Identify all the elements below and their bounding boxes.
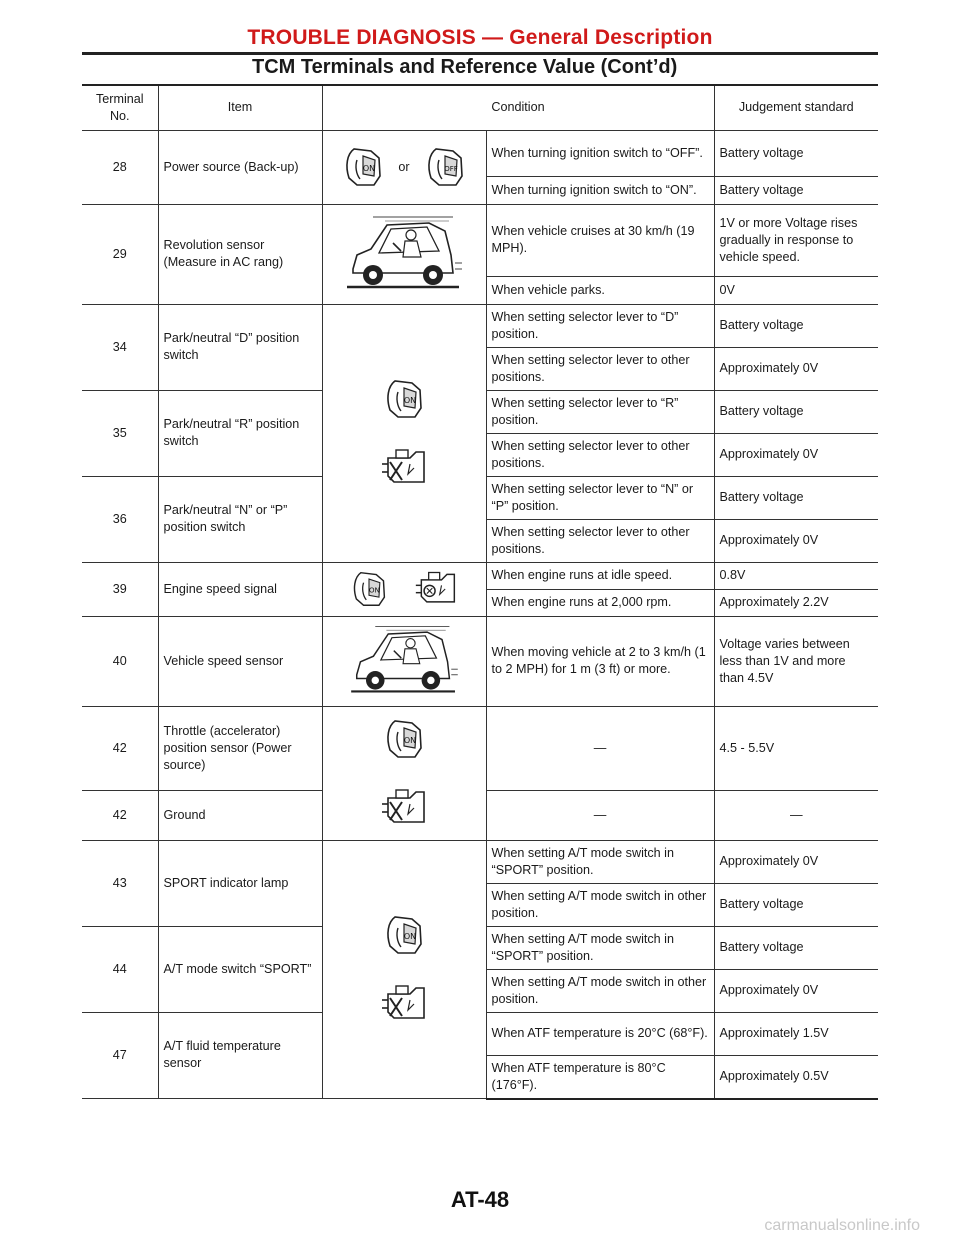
ignition-on-icon bbox=[383, 378, 425, 420]
terminal-no: 42 bbox=[82, 790, 158, 840]
judgement-text: 0.8V bbox=[714, 562, 878, 589]
terminal-no: 35 bbox=[82, 390, 158, 476]
judgement-text: Battery voltage bbox=[714, 883, 878, 926]
judgement-text: Approximately 0V bbox=[714, 969, 878, 1012]
condition-text: When setting selector lever to other positions. bbox=[486, 519, 714, 562]
page-title: TCM Terminals and Reference Value (Cont’d) bbox=[252, 56, 678, 78]
ignition-on-icon bbox=[342, 146, 384, 188]
condition-text: When setting selector lever to other positions. bbox=[486, 347, 714, 390]
condition-text: When setting A/T mode switch in “SPORT” position. bbox=[486, 926, 714, 969]
item-name: Revolution sensor (Measure in AC rang) bbox=[158, 204, 322, 304]
condition-text: When ATF temperature is 20°C (68°F). bbox=[486, 1012, 714, 1055]
judgement-text: 0V bbox=[714, 276, 878, 304]
condition-text: When vehicle parks. bbox=[486, 276, 714, 304]
condition-text: When setting selector lever to “D” position. bbox=[486, 304, 714, 347]
judgement-text: Battery voltage bbox=[714, 304, 878, 347]
judgement-text: Approximately 2.2V bbox=[714, 589, 878, 616]
moving-vehicle-icon bbox=[345, 621, 463, 697]
table-row bbox=[82, 562, 878, 589]
table-row bbox=[82, 304, 878, 347]
condition-text: When setting selector lever to “N” or “P” position. bbox=[486, 476, 714, 519]
condition-icon-cell bbox=[322, 304, 486, 562]
terminal-no: 39 bbox=[82, 562, 158, 616]
condition-text: — bbox=[486, 706, 714, 790]
terminal-no: 42 bbox=[82, 706, 158, 790]
table-row bbox=[82, 840, 878, 883]
svg-text:ON: ON bbox=[403, 396, 417, 405]
terminal-no: 36 bbox=[82, 476, 158, 562]
judgement-text: 1V or more Voltage rises gradually in response to vehicle speed. bbox=[714, 204, 878, 276]
condition-icon-cell bbox=[322, 204, 486, 304]
judgement-text: Approximately 0V bbox=[714, 433, 878, 476]
header-rule bbox=[82, 52, 878, 55]
engine-stopped-icon bbox=[380, 984, 428, 1024]
judgement-text: Battery voltage bbox=[714, 130, 878, 176]
engine-stopped-icon bbox=[380, 448, 428, 488]
judgement-text: Battery voltage bbox=[714, 176, 878, 204]
page-number: AT-48 bbox=[450, 1187, 510, 1212]
watermark: carmanualsonline.info bbox=[764, 1217, 920, 1234]
ignition-on-icon bbox=[383, 914, 425, 956]
condition-text: When setting A/T mode switch in other position. bbox=[486, 883, 714, 926]
col-header-judgement: Judgement standard bbox=[714, 86, 878, 130]
item-name: Park/neutral “N” or “P” position switch bbox=[158, 476, 322, 562]
svg-text:ON: ON bbox=[403, 736, 417, 745]
ignition-on-icon bbox=[383, 718, 425, 760]
table-row bbox=[82, 204, 878, 276]
condition-icon-cell bbox=[322, 840, 486, 1099]
driving-vehicle-icon bbox=[345, 211, 463, 293]
table-row bbox=[82, 130, 878, 176]
table-header-row bbox=[82, 86, 878, 130]
engine-running-icon bbox=[414, 570, 458, 608]
terminal-reference-table bbox=[82, 86, 878, 1100]
judgement-text: 4.5 - 5.5V bbox=[714, 706, 878, 790]
condition-text: When setting selector lever to “R” position. bbox=[486, 390, 714, 433]
condition-icon-cell bbox=[322, 130, 486, 204]
condition-text: When vehicle cruises at 30 km/h (19 MPH). bbox=[486, 204, 714, 276]
item-name: Engine speed signal bbox=[158, 562, 322, 616]
item-name: Vehicle speed sensor bbox=[158, 616, 322, 706]
item-name: Park/neutral “R” position switch bbox=[158, 390, 322, 476]
judgement-text: — bbox=[714, 790, 878, 840]
col-header-condition: Condition bbox=[322, 86, 714, 130]
item-name: Park/neutral “D” position switch bbox=[158, 304, 322, 390]
condition-text: When setting selector lever to other positions. bbox=[486, 433, 714, 476]
item-name: Power source (Back-up) bbox=[158, 130, 322, 204]
item-name: SPORT indicator lamp bbox=[158, 840, 322, 926]
condition-text: When turning ignition switch to “OFF”. bbox=[486, 130, 714, 176]
terminal-no: 34 bbox=[82, 304, 158, 390]
condition-text: When setting A/T mode switch in “SPORT” position. bbox=[486, 840, 714, 883]
terminal-no: 43 bbox=[82, 840, 158, 926]
judgement-text: Approximately 0.5V bbox=[714, 1055, 878, 1099]
judgement-text: Approximately 0V bbox=[714, 840, 878, 883]
table-row bbox=[82, 706, 878, 790]
item-name: A/T fluid temperature sensor bbox=[158, 1012, 322, 1099]
condition-text: When setting A/T mode switch in other position. bbox=[486, 969, 714, 1012]
terminal-no: 40 bbox=[82, 616, 158, 706]
or-text: or bbox=[398, 159, 410, 174]
judgement-text: Approximately 0V bbox=[714, 347, 878, 390]
judgement-text: Battery voltage bbox=[714, 926, 878, 969]
off-label: OFF bbox=[443, 165, 458, 173]
item-name: Throttle (accelerator) position sensor (Power source) bbox=[158, 706, 322, 790]
condition-icon-cell bbox=[322, 616, 486, 706]
judgement-text: Approximately 0V bbox=[714, 519, 878, 562]
terminal-no: 44 bbox=[82, 926, 158, 1012]
col-header-terminal: Terminal No. bbox=[82, 86, 158, 130]
ignition-on-icon bbox=[350, 570, 388, 608]
condition-icon-cell bbox=[322, 706, 486, 840]
terminal-no: 29 bbox=[82, 204, 158, 304]
judgement-text: Approximately 1.5V bbox=[714, 1012, 878, 1055]
on-label: ON bbox=[363, 164, 376, 173]
condition-text: When ATF temperature is 80°C (176°F). bbox=[486, 1055, 714, 1099]
svg-text:ON: ON bbox=[403, 932, 417, 942]
condition-text: When turning ignition switch to “ON”. bbox=[486, 176, 714, 204]
judgement-text: Battery voltage bbox=[714, 390, 878, 433]
svg-text:ON: ON bbox=[368, 585, 380, 595]
table-row bbox=[82, 616, 878, 706]
engine-stopped-icon bbox=[380, 788, 428, 828]
terminal-no: 47 bbox=[82, 1012, 158, 1099]
terminal-no: 28 bbox=[82, 130, 158, 204]
condition-icon-cell bbox=[322, 562, 486, 616]
col-header-item: Item bbox=[158, 86, 322, 130]
condition-text: When engine runs at 2,000 rpm. bbox=[486, 589, 714, 616]
section-title: TROUBLE DIAGNOSIS — General Description bbox=[247, 26, 713, 49]
item-name: Ground bbox=[158, 790, 322, 840]
condition-text: When engine runs at idle speed. bbox=[486, 562, 714, 589]
item-name: A/T mode switch “SPORT” bbox=[158, 926, 322, 1012]
condition-text: When moving vehicle at 2 to 3 km/h (1 to 2 MPH) for 1 m (3 ft) or more. bbox=[486, 616, 714, 706]
judgement-text: Voltage varies between less than 1V and more than 4.5V bbox=[714, 616, 878, 706]
ignition-off-icon bbox=[424, 146, 466, 188]
judgement-text: Battery voltage bbox=[714, 476, 878, 519]
condition-text: — bbox=[486, 790, 714, 840]
